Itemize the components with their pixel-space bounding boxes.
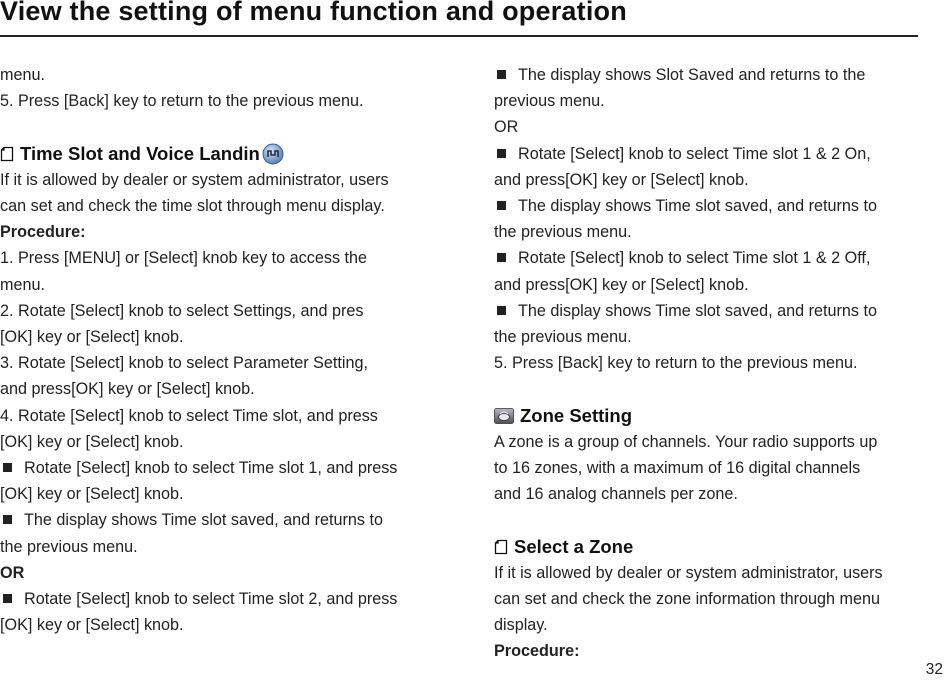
text-line: menu. [0,275,45,294]
procedure-label: Procedure: [494,642,580,661]
section-heading-label: Time Slot and Voice Landin [20,142,260,164]
square-bullet-icon [3,463,12,472]
document-icon [494,539,508,555]
text-line: [OK] key or [Select] knob. [0,616,184,635]
square-bullet-icon [497,149,506,158]
bullet-item [494,298,922,324]
text-line: If it is allowed by dealer or system administrator, users [0,170,389,189]
bullet-text: The display shows Time slot saved, and returns to [518,197,877,216]
text-line: 1. Press [MENU] or [Select] knob key to access the [0,249,368,268]
square-bullet-icon [497,253,506,262]
bullet-text: Rotate [Select] knob to select Time slot 1 & 2 On, [518,144,871,163]
square-bullet-icon [3,515,12,524]
bullet-text: The display shows Time slot saved, and returns to [518,301,877,320]
text-line: can set and check the zone information through menu [494,590,881,609]
bullet-item [494,193,922,219]
section-heading-time-slot [0,141,432,167]
square-bullet-icon [3,594,12,603]
text-line: and press[OK] key or [Select] knob. [0,380,255,399]
or-label: OR [0,563,25,582]
square-bullet-icon [497,306,506,315]
title-divider [0,35,918,37]
page-number: 32 [925,661,943,678]
right-column [494,62,922,665]
text-line: the previous menu. [494,328,632,347]
square-bullet-icon [497,201,506,210]
text-line: the previous menu. [494,223,632,242]
text-line: A zone is a group of channels. Your radio supports up [494,432,878,451]
landing-badge-icon [262,143,284,165]
procedure-label: Procedure: [0,223,86,242]
bullet-text: Rotate [Select] knob to select Time slot 2, and press [24,590,398,609]
bullet-item [0,586,432,612]
text-line: 4. Rotate [Select] knob to select Time slot, and press [0,406,378,425]
text-line: and press[OK] key or [Select] knob. [494,170,749,189]
section-heading-label: Select a Zone [514,535,634,557]
section-heading-label: Zone Setting [520,404,633,426]
bullet-text: The display shows Time slot saved, and returns to [24,511,383,530]
text-line: 3. Rotate [Select] knob to select Parameter Setting, [0,354,369,373]
text-line: menu. [0,66,45,84]
spacer [0,114,432,140]
section-heading-select-zone [494,534,922,560]
spacer [494,376,922,402]
text-line: the previous menu. [0,537,138,556]
bullet-item [494,141,922,167]
text-line: 5. Press [Back] key to return to the previous menu. [494,354,858,373]
text-line: 5. Press [Back] key to return to the previous menu. [0,92,364,111]
spacer [494,507,922,533]
zone-radio-icon [494,408,514,424]
text-line: 2. Rotate [Select] knob to select Settings, and pres [0,301,364,320]
section-heading-zone-setting [494,403,922,429]
bullet-text: Rotate [Select] knob to select Time slot 1, and press [24,459,398,478]
text-line: [OK] key or [Select] knob. [0,485,184,504]
text-line: [OK] key or [Select] knob. [0,432,184,451]
or-label: OR [494,118,519,137]
bullet-item [494,62,922,88]
bullet-item [0,507,432,533]
document-icon [0,146,14,162]
bullet-text: The display shows Slot Saved and returns to the [518,66,866,84]
bullet-item [0,455,432,481]
square-bullet-icon [497,70,506,79]
text-line: to 16 zones, with a maximum of 16 digital channels [494,459,861,478]
text-line: previous menu. [494,92,605,111]
text-line: and press[OK] key or [Select] knob. [494,275,749,294]
left-column [0,62,432,638]
text-line: and 16 analog channels per zone. [494,485,738,504]
bullet-text: Rotate [Select] knob to select Time slot 1 & 2 Off, [518,249,871,268]
page-title: View the setting of menu function and operation [0,0,627,26]
bullet-item [494,245,922,271]
text-line: If it is allowed by dealer or system administrator, users [494,563,883,582]
text-line: [OK] key or [Select] knob. [0,328,184,347]
text-line: can set and check the time slot through menu display. [0,197,385,215]
text-line: display. [494,616,548,635]
